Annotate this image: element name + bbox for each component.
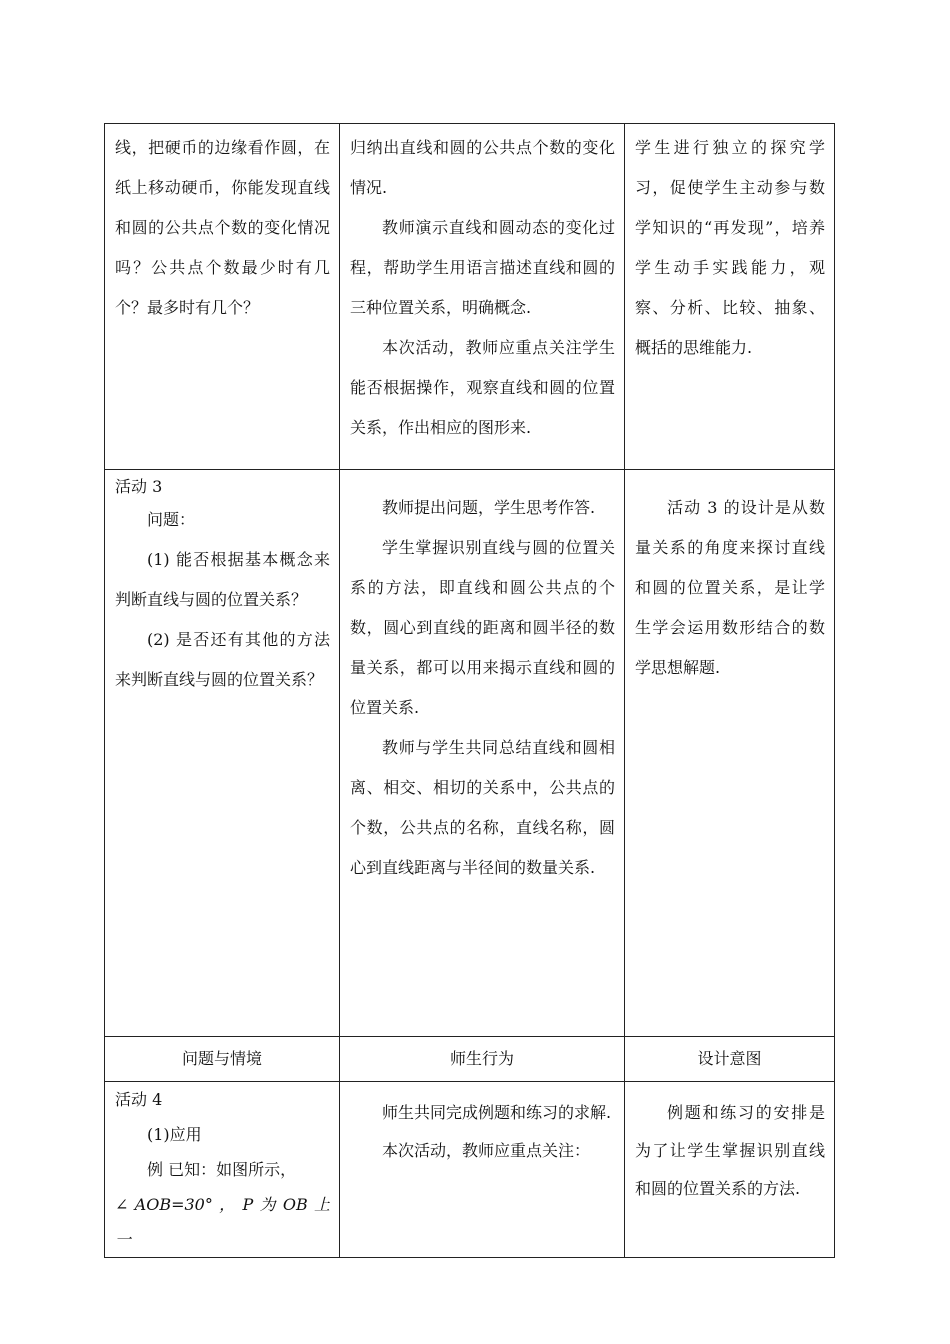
cell-text: 学生进行独立的探究学习，促使学生主动参与数学知识的“再发现”，培养学生动手实践能力，观察、分析、比较、抽象、概括的思维能力. bbox=[635, 138, 825, 357]
table-header-cell bbox=[340, 1037, 625, 1082]
question-2: (2) 是否还有其他的方法来判断直线与圆的位置关系？ bbox=[115, 630, 330, 689]
cell-text: 例题和练习的安排是为了让学生掌握识别直线和圆的位置关系的方法. bbox=[635, 1103, 825, 1198]
cell-text: 教师演示直线和圆动态的变化过程，帮助学生用语言描述直线和圆的三种位置关系，明确概念. bbox=[350, 218, 615, 317]
cell-text: 教师与学生共同总结直线和圆相离、相交、相切的关系中，公共点的个数，公共点的名称，直线名称，圆心到直线距离与半径间的数量关系. bbox=[350, 738, 615, 877]
table-header-cell bbox=[105, 1037, 340, 1082]
table-cell bbox=[625, 1082, 835, 1258]
table-cell bbox=[340, 470, 625, 1037]
question-label: 问题： bbox=[147, 510, 196, 529]
example-text: 例 已知：如图所示， bbox=[147, 1160, 297, 1179]
table-row bbox=[105, 124, 835, 470]
header-problem: 问题与情境 bbox=[181, 1049, 262, 1068]
table-cell bbox=[105, 1082, 340, 1258]
cell-text: 活动 3 的设计是从数量关系的角度来探讨直线和圆的位置关系，是让学生学会运用数形结合的数学思想解题. bbox=[635, 498, 825, 677]
cell-text: 本次活动，教师应重点关注： bbox=[382, 1141, 591, 1160]
table-header-cell bbox=[625, 1037, 835, 1082]
table-cell bbox=[625, 470, 835, 1037]
cell-text: 线，把硬币的边缘看作圆，在纸上移动硬币，你能发现直线和圆的公共点个数的变化情况吗？公共点个数最少时有几个？最多时有几个？ bbox=[115, 138, 330, 317]
table-cell bbox=[105, 470, 340, 1037]
cell-text: 归纳出直线和圆的公共点个数的变化情况. bbox=[350, 138, 615, 197]
table-row bbox=[105, 1082, 835, 1258]
activity-title: 活动 3 bbox=[115, 477, 163, 496]
header-intent: 设计意图 bbox=[697, 1049, 762, 1068]
header-behavior: 师生行为 bbox=[449, 1049, 514, 1068]
cell-text: 学生掌握识别直线与圆的位置关系的方法，即直线和圆公共点的个数，圆心到直线的距离和圆半径的数量关系，都可以用来揭示直线和圆的位置关系. bbox=[350, 538, 615, 717]
cell-text: 教师提出问题，学生思考作答. bbox=[382, 498, 596, 517]
table-row bbox=[105, 470, 835, 1037]
table-cell bbox=[625, 124, 835, 470]
question-1: (1) 能否根据基本概念来判断直线与圆的位置关系？ bbox=[115, 550, 330, 609]
table-header-row bbox=[105, 1037, 835, 1082]
table-cell bbox=[340, 124, 625, 470]
sub-heading: (1)应用 bbox=[147, 1125, 202, 1144]
angle-text: ∠ AOB=30° ， P 为 OB 上一 bbox=[115, 1195, 330, 1249]
activity-title: 活动 4 bbox=[115, 1090, 163, 1109]
cell-text: 师生共同完成例题和练习的求解. bbox=[382, 1103, 612, 1122]
table-cell bbox=[340, 1082, 625, 1258]
cell-text: 本次活动，教师应重点关注学生能否根据操作，观察直线和圆的位置关系，作出相应的图形来. bbox=[350, 338, 615, 437]
lesson-plan-table bbox=[104, 123, 835, 1258]
table-cell bbox=[105, 124, 340, 470]
